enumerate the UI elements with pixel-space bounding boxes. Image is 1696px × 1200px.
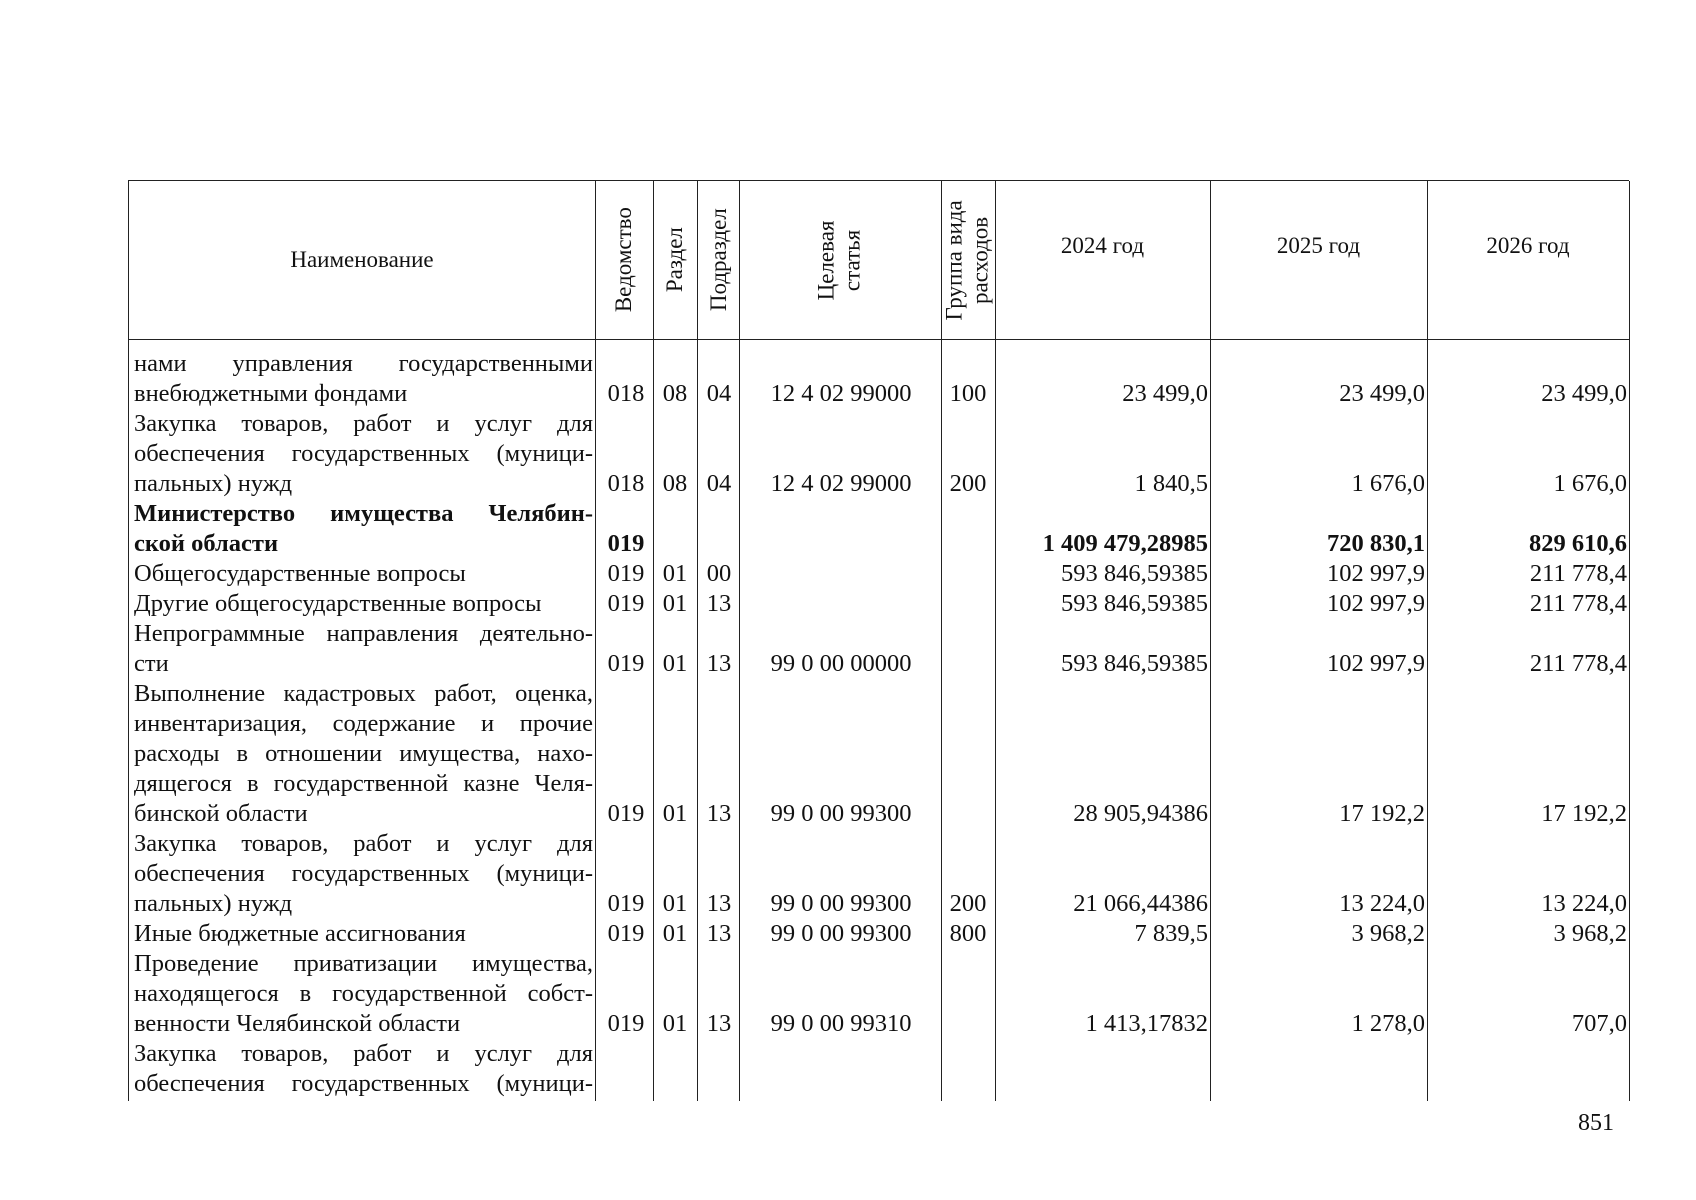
row-value-2024: 28 905,94386 <box>1073 800 1208 827</box>
row-name-line: расходы в отношении имущества, нахо- <box>134 740 593 767</box>
row-value-2025: 23 499,0 <box>1339 380 1425 407</box>
row-razdel: 08 <box>662 470 688 497</box>
row-name-line: дящегося в государственной казне Челя- <box>134 770 593 797</box>
row-value-2026: 23 499,0 <box>1541 380 1627 407</box>
table-row <box>129 589 1629 619</box>
row-name <box>134 679 593 829</box>
header-name-label: Наименование <box>290 247 434 273</box>
row-value-2026: 211 778,4 <box>1529 560 1627 587</box>
header-2024-label: 2024 год <box>1060 233 1145 258</box>
row-name <box>134 559 593 589</box>
row-value-2025: 13 224,0 <box>1339 890 1425 917</box>
page-number: 851 <box>1578 1110 1614 1136</box>
row-name-line: внебюджетными фондами <box>134 380 408 407</box>
row-name-line: Иные бюджетные ассигнования <box>134 920 466 947</box>
row-name-line: находящегося в государственной собст- <box>134 980 593 1007</box>
header-gruppa-line1: Группа вида <box>941 199 967 321</box>
row-name-line: Общегосударственные вопросы <box>134 560 466 587</box>
row-name-line: Проведение приватизации имущества, <box>134 950 593 977</box>
row-razdel: 01 <box>662 590 688 617</box>
row-name-line: ской области <box>134 530 279 557</box>
row-name <box>134 919 593 949</box>
row-ved: 019 <box>607 650 645 677</box>
row-gruppa: 100 <box>949 380 987 407</box>
table-row <box>129 559 1629 589</box>
row-name <box>134 949 593 1039</box>
row-ved: 019 <box>607 530 645 557</box>
header-2025 <box>1210 181 1427 339</box>
row-ved: 018 <box>607 470 645 497</box>
row-value-2025: 720 830,1 <box>1327 530 1425 557</box>
table-row <box>129 1039 1629 1099</box>
budget-table <box>128 180 1629 1101</box>
row-celevaya: 99 0 00 99300 <box>770 800 912 827</box>
row-name-line: нами управления государственными <box>134 350 593 377</box>
table-row <box>129 829 1629 919</box>
row-name-line: обеспечения государственных (муници- <box>134 440 593 467</box>
row-value-2026: 13 224,0 <box>1541 890 1627 917</box>
row-value-2026: 17 192,2 <box>1541 800 1627 827</box>
header-celevaya-label <box>814 220 867 300</box>
row-razdel: 01 <box>662 800 688 827</box>
row-name <box>134 619 593 679</box>
row-value-2024: 593 846,59385 <box>1061 590 1208 617</box>
row-gruppa: 800 <box>949 920 987 947</box>
row-razdel: 08 <box>662 380 688 407</box>
row-value-2024: 21 066,44386 <box>1073 890 1208 917</box>
row-value-2024: 593 846,59385 <box>1061 560 1208 587</box>
header-name <box>129 181 595 339</box>
row-podrazdel: 13 <box>706 800 732 827</box>
row-name-line: бинской области <box>134 800 308 827</box>
row-name-line: Выполнение кадастровых работ, оценка, <box>134 680 593 707</box>
row-razdel: 01 <box>662 650 688 677</box>
row-ved: 019 <box>607 800 645 827</box>
table-row <box>129 349 1629 409</box>
row-name-line: Закупка товаров, работ и услуг для <box>134 830 593 857</box>
row-celevaya: 99 0 00 99300 <box>770 890 912 917</box>
row-name-line: Другие общегосударственные вопросы <box>134 590 542 617</box>
row-value-2024: 1 413,17832 <box>1085 1010 1208 1037</box>
row-name-line: пальных) нужд <box>134 890 293 917</box>
table-row <box>129 679 1629 829</box>
row-value-2024: 23 499,0 <box>1122 380 1208 407</box>
header-celevaya-line1: Целевая <box>813 220 839 300</box>
row-razdel: 01 <box>662 890 688 917</box>
row-razdel: 01 <box>662 1010 688 1037</box>
header-gruppa <box>941 181 995 339</box>
col-divider <box>1629 181 1630 1101</box>
row-name <box>134 499 593 559</box>
row-celevaya: 99 0 00 00000 <box>770 650 912 677</box>
row-value-2025: 3 968,2 <box>1351 920 1425 947</box>
row-value-2026: 829 610,6 <box>1529 530 1627 557</box>
row-value-2025: 102 997,9 <box>1327 590 1425 617</box>
row-ved: 019 <box>607 590 645 617</box>
row-ved: 019 <box>607 890 645 917</box>
row-ved: 018 <box>607 380 645 407</box>
row-ved: 019 <box>607 1010 645 1037</box>
row-name-line: венности Челябинской области <box>134 1010 461 1037</box>
row-celevaya: 99 0 00 99300 <box>770 920 912 947</box>
row-name-line: обеспечения государственных (муници- <box>134 860 593 887</box>
header-razdel <box>653 181 697 339</box>
header-celevaya-line2: статья <box>839 229 865 291</box>
header-2025-label: 2025 год <box>1276 233 1361 258</box>
row-celevaya: 12 4 02 99000 <box>770 380 912 407</box>
row-value-2026: 211 778,4 <box>1529 590 1627 617</box>
row-podrazdel: 04 <box>706 380 732 407</box>
row-value-2025: 1 278,0 <box>1351 1010 1425 1037</box>
row-name-line: обеспечения государственных (муници- <box>134 1070 593 1097</box>
row-name-line: Министерство имущества Челябин- <box>134 500 593 527</box>
header-gruppa-line2: расходов <box>968 216 994 304</box>
row-podrazdel: 13 <box>706 590 732 617</box>
header-gruppa-label <box>942 200 995 320</box>
row-name <box>134 1039 593 1099</box>
row-podrazdel: 13 <box>706 1010 732 1037</box>
row-name-line: пальных) нужд <box>134 470 293 497</box>
row-name-line: Непрограммные направления деятельно- <box>134 620 593 647</box>
header-ved-label: Ведомство <box>611 207 637 313</box>
row-podrazdel: 13 <box>706 920 732 947</box>
header-2024 <box>995 181 1210 339</box>
row-podrazdel: 13 <box>706 890 732 917</box>
row-podrazdel: 13 <box>706 650 732 677</box>
row-ved: 019 <box>607 560 645 587</box>
row-celevaya: 12 4 02 99000 <box>770 470 912 497</box>
row-value-2024: 1 840,5 <box>1134 470 1208 497</box>
row-value-2026: 707,0 <box>1571 1010 1627 1037</box>
row-razdel: 01 <box>662 560 688 587</box>
row-name-line: Закупка товаров, работ и услуг для <box>134 410 593 437</box>
row-value-2024: 593 846,59385 <box>1061 650 1208 677</box>
header-2026 <box>1427 181 1629 339</box>
table-row <box>129 919 1629 949</box>
row-value-2026: 3 968,2 <box>1553 920 1627 947</box>
row-value-2025: 102 997,9 <box>1327 650 1425 677</box>
row-name <box>134 829 593 919</box>
row-name <box>134 349 593 409</box>
table-row <box>129 949 1629 1039</box>
row-value-2026: 1 676,0 <box>1553 470 1627 497</box>
row-razdel: 01 <box>662 920 688 947</box>
header-celevaya <box>739 181 941 339</box>
header-divider <box>129 339 1629 340</box>
header-podrazdel-label: Подраздел <box>705 208 731 312</box>
row-value-2025: 17 192,2 <box>1339 800 1425 827</box>
row-podrazdel: 00 <box>706 560 732 587</box>
row-value-2025: 102 997,9 <box>1327 560 1425 587</box>
header-razdel-label: Раздел <box>662 227 688 293</box>
table-row <box>129 619 1629 679</box>
row-ved: 019 <box>607 920 645 947</box>
row-gruppa: 200 <box>949 470 987 497</box>
table-row <box>129 409 1629 499</box>
row-name-line: Закупка товаров, работ и услуг для <box>134 1040 593 1067</box>
row-celevaya: 99 0 00 99310 <box>770 1010 912 1037</box>
row-value-2024: 1 409 479,28985 <box>1042 530 1208 557</box>
row-name-line: сти <box>134 650 169 677</box>
header-ved <box>595 181 653 339</box>
table-row <box>129 499 1629 559</box>
row-value-2024: 7 839,5 <box>1134 920 1208 947</box>
row-name <box>134 409 593 499</box>
row-name <box>134 589 593 619</box>
header-2026-label: 2026 год <box>1486 233 1570 258</box>
row-value-2026: 211 778,4 <box>1529 650 1627 677</box>
row-podrazdel: 04 <box>706 470 732 497</box>
header-podrazdel <box>697 181 739 339</box>
row-value-2025: 1 676,0 <box>1351 470 1425 497</box>
row-name-line: инвентаризация, содержание и прочие <box>134 710 593 737</box>
row-gruppa: 200 <box>949 890 987 917</box>
